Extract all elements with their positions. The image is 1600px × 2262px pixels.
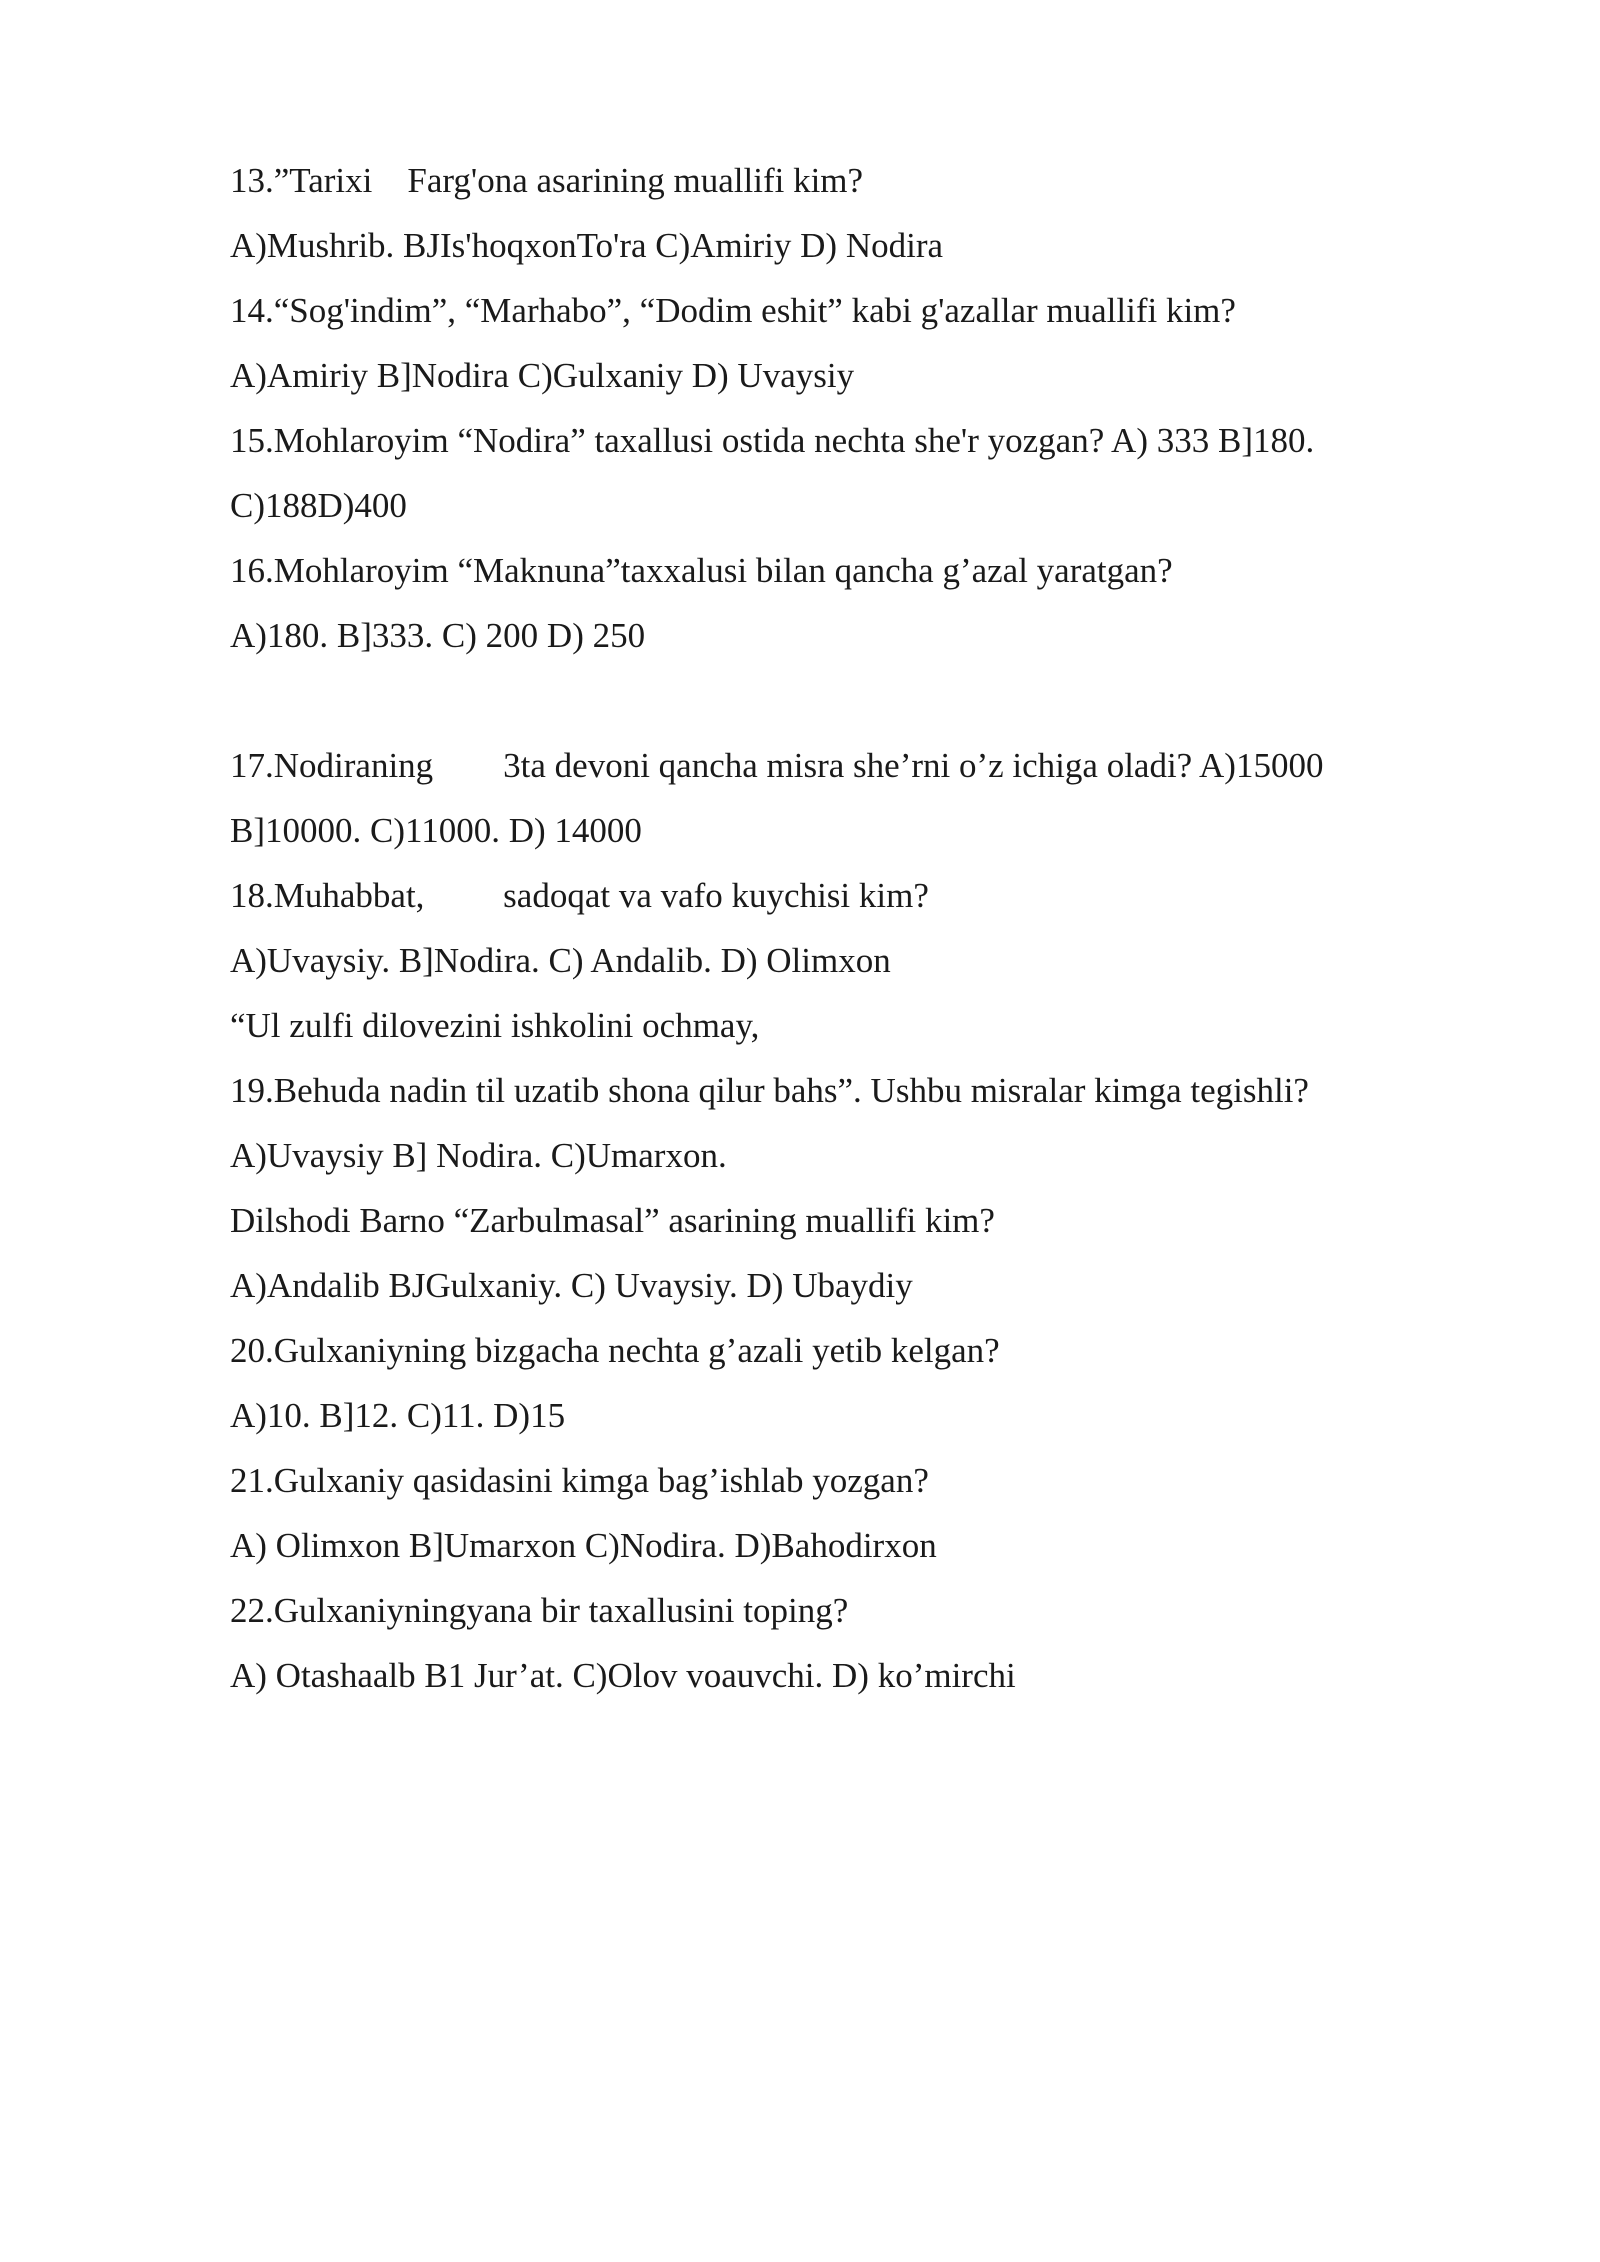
blank-gap: [230, 668, 1430, 733]
question-18: 18.Muhabbat, sadoqat va vafo kuychisi kim?: [230, 876, 929, 915]
answers-17: B]10000. C)11000. D) 14000: [230, 811, 642, 850]
answers-20: A)10. B]12. C)11. D)15: [230, 1396, 566, 1435]
question-21: 21.Gulxaniy qasidasini kimga bag’ishlab yozgan?: [230, 1461, 929, 1500]
question-14: 14.“Sog'indim”, “Marhabo”, “Dodim eshit” kabi g'azallar muallifi kim?: [230, 291, 1236, 330]
answers-19: A)Uvaysiy B] Nodira. C)Umarxon.: [230, 1136, 727, 1175]
question-19: 19.Behuda nadin til uzatib shona qilur bahs”. Ushbu misralar kimga tegishli?: [230, 1071, 1309, 1110]
answers-18: A)Uvaysiy. B]Nodira. C) Andalib. D) Olimxon: [230, 941, 891, 980]
answers-13: A)Mushrib. BJIs'hoqxonTo'ra C)Amiriy D) Nodira: [230, 226, 944, 265]
answers-16: A)180. B]333. C) 200 D) 250: [230, 616, 646, 655]
question-16: 16.Mohlaroyim “Maknuna”taxxalusi bilan qancha g’azal yaratgan?: [230, 551, 1173, 590]
question-22: 22.Gulxaniyningyana bir taxallusini toping?: [230, 1591, 849, 1630]
answers-21: A) Olimxon B]Umarxon C)Nodira. D)Bahodirxon: [230, 1526, 937, 1565]
quiz-content: [230, 148, 1430, 1708]
question-20: 20.Gulxaniyning bizgacha nechta g’azali yetib kelgan?: [230, 1331, 1000, 1370]
question-zarbulmasal: Dilshodi Barno “Zarbulmasal” asarining muallifi kim?: [230, 1201, 995, 1240]
question-13: 13.”Tarixi Farg'ona asarining muallifi kim?: [230, 161, 864, 200]
answers-14: A)Amiriy B]Nodira C)Gulxaniy D) Uvaysiy: [230, 356, 855, 395]
answers-22: A) Otashaalb B1 Jur’at. C)Olov voauvchi. D) ko’mirchi: [230, 1656, 1016, 1695]
answers-zarbulmasal: A)Andalib BJGulxaniy. C) Uvaysiy. D) Ubaydiy: [230, 1266, 913, 1305]
question-15: 15.Mohlaroyim “Nodira” taxallusi ostida nechta she'r yozgan? A) 333 B]180.: [230, 421, 1315, 460]
question-17: 17.Nodiraning 3ta devoni qancha misra she’rni o’z ichiga oladi? A)15000: [230, 746, 1324, 785]
quote-line-1: “Ul zulfi dilovezini ishkolini ochmay,: [230, 1006, 760, 1045]
answers-15: C)188D)400: [230, 486, 407, 525]
